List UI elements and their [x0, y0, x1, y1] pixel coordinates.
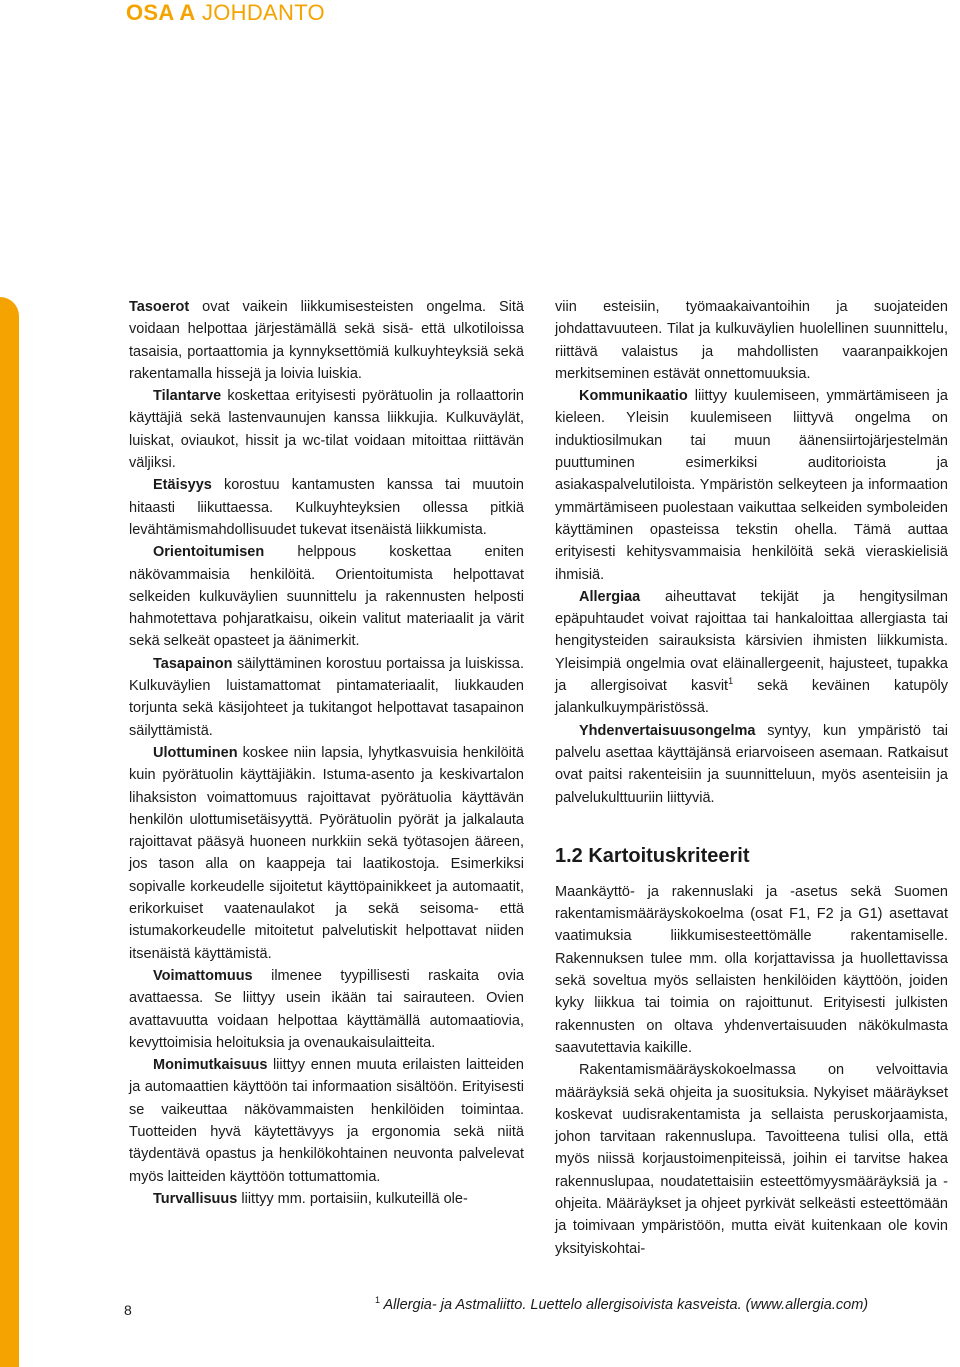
left-column	[129, 296, 524, 1210]
paragraph-text: liittyy ennen muuta erilaisten laitteiden ja automaattien käyttöön tai informaation sisältöön. Erityisesti se vaikeuttaa näkövammaisten henkilöiden toimintaa. Tuotteiden hyvä käytettävyys ja ergonomia sekä niitä täydentävä opastus ja henkilökohtainen neuvonta palvelevat myös laitteiden käyttöön tottumattomia.	[129, 1057, 524, 1185]
paragraph	[555, 296, 948, 385]
paragraph	[555, 881, 948, 1059]
orange-side-tab	[0, 297, 19, 1367]
paragraph-text: syntyy, kun ympäristö tai palvelu asettaa käyttäjänsä eriarvoiseen asemaan. Ratkaisut ovat paitsi rakenteisiin ja suunnitteluun, myös asenteisiin ja palvelukulttuuriin liittyviä.	[555, 722, 948, 806]
footnote	[375, 1295, 955, 1313]
paragraph-term: Tasapainon	[153, 655, 233, 672]
paragraph-term: Voimattomuus	[153, 967, 253, 984]
footnote-marker: 1	[375, 1295, 381, 1305]
paragraph-term: Ulottuminen	[153, 744, 238, 761]
page-header	[126, 0, 325, 26]
page-number: 8	[124, 1302, 132, 1318]
section-heading: 1.2 Kartoituskriteerit	[555, 844, 750, 867]
paragraph	[129, 965, 524, 1054]
paragraph	[129, 742, 524, 965]
paragraph-text: koskee niin lapsia, lyhytkasvuisia henkilöitä kuin pyörätuolin käyttäjiäkin. Istuma-asento ja keskivartalon lihaksiston voimattomuus rajoittavat pyörätuolia käyttävän henkilön ulottumisetäisyyttä. Pyörätuolin pyörät ja jalkalauta rajoittavat pääsyä huoneen nurkkiin sekä työtasojen ääreen, jos tason alla on kaappeja tai laatikostoja. Esimerkiksi sopivalle korkeudelle sijoitetut käyttöpainikkeet ja automaatit, erikorkuiset vaatenaulakot ja sekä seisoma- että istumakorkeudelle mitoitetut palvelutiskit helpottavat niiden itsenäistä käyttämistä.	[129, 744, 524, 962]
paragraph	[555, 385, 948, 586]
right-column	[555, 296, 948, 1260]
paragraph	[555, 720, 948, 809]
paragraph-text: korostuu kantamusten kanssa tai muutoin hitaasti liikuttaessa. Kulkuyhteyksien ollessa pitkiä levähtämismahdollisuudet tukevat itsenäistä liikkumista.	[129, 477, 524, 538]
paragraph	[129, 653, 524, 742]
footnote-reference: 1	[728, 676, 734, 687]
paragraph-term: Etäisyys	[153, 477, 212, 494]
paragraph-term: Allergiaa	[579, 588, 641, 605]
header-title: JOHDANTO	[201, 0, 325, 25]
paragraph	[129, 1188, 524, 1210]
paragraph-term: Yhdenvertaisuusongelma	[579, 722, 756, 739]
right-column-paragraphs	[555, 296, 948, 809]
paragraph-term: Orientoitumisen	[153, 544, 265, 561]
paragraph	[129, 541, 524, 652]
header-part: OSA A	[126, 0, 196, 25]
paragraph	[129, 474, 524, 541]
paragraph-text: säilyttäminen korostuu portaissa ja luiskissa. Kulkuväylien luistamattomat pintamateriaalit, liukkauden torjunta sekä käsijohteet ja tukitangot helpottavat tasapainon säilyttämistä.	[129, 655, 524, 739]
paragraph-text: Rakentamismääräyskokoelmassa on velvoittavia määräyksiä sekä ohjeita ja suosituksia. Nykyiset määräykset koskevat uudisrakentamista ja sellaista peruskorjaamista, johon tarvitaan rakennuslupa. Tavoitteena tulisi olla, että myös niissä korjaustoimenpiteissä, joihin ei tarvitse hakea rakennuslupaa, noudatettaisiin esteettömyysmääräyksiä ja -ohjeita. Määräykset ja ohjeet pyrkivät selkeästi esteettömään ja toimivaan ympäristöön, mutta eivät kuitenkaan ole kovin yksityiskohtai-	[555, 1062, 948, 1257]
paragraph	[555, 1059, 948, 1260]
paragraph	[129, 1054, 524, 1188]
paragraph-term: Turvallisuus	[153, 1190, 238, 1207]
paragraph-text: viin esteisiin, työmaakaivantoihin ja suojateiden johdattavuuteen. Tilat ja kulkuväylien huolellinen suunnittelu, riittävä valaistus ja mahdollisten vaaranpaikkojen merkitseminen estävät onnettomuuksia.	[555, 299, 948, 382]
paragraph-term: Tasoerot	[129, 299, 190, 315]
paragraph-text: ilmenee tyypillisesti raskaita ovia avattaessa. Se liittyy usein ikään tai sairauteen. Ovien avattavuutta voidaan helpottaa käyttämällä automaatiovia, kevyttoimisia heloituksia ja ovenaukaisulaitteita.	[129, 967, 524, 1051]
footnote-text: Allergia- ja Astmaliitto. Luettelo allergisoivista kasveista. (www.allergia.com)	[380, 1296, 869, 1313]
paragraph-text: aiheuttavat tekijät ja hengitysilman epäpuhtaudet voivat rajoittaa tai hankaloittaa allergiasta tai hengitysteiden sairauksista kärsivien ihmisten liikkumista. Yleisimpiä ongelmia ovat eläinallergeenit, hajusteet, tupakka ja allergisoivat kasvit	[555, 588, 948, 695]
paragraph-text: helppous koskettaa eniten näkövammaisia henkilöitä. Orientoitumista helpottavat selkeiden kulkuväylien suunnittelu ja rakennusten helposti hahmotettava pohjaratkaisu, oikein valitut materiaalit ja värit sekä selkeät opasteet ja äänimerkit.	[129, 544, 524, 650]
paragraph	[129, 385, 524, 474]
paragraph-text: Maankäyttö- ja rakennuslaki ja -asetus sekä Suomen rakentamismääräyskokoelma (osat F1, F2 ja G1) asettavat vaatimuksia liikkumisesteettömälle rakentamiselle. Rakennuksen tulee mm. olla korjattavissa ja huollettavissa sekä soveltua myös sellaisten henkilöiden käyttöön, joiden kyky liikkua tai toimia on rajoittunut. Erityisesti julkisten rakennusten on oltava yhdenvertaisuuden näkökulmasta saavutettavia kaikille.	[555, 883, 948, 1056]
paragraph-term: Kommunikaatio	[579, 388, 688, 405]
paragraph-term: Tilantarve	[153, 388, 222, 405]
paragraph-text: ovat vaikein liikkumisesteisten ongelma. Sitä voidaan helpottaa järjestämällä sekä sisä- että ulkotiloissa tasaisia, portaattomia ja kynnyksettömiä kulkuyhteyksiä sekä rakentamalla hissejä ja loivia luiskia.	[129, 299, 524, 382]
paragraph	[129, 296, 524, 385]
paragraph-text: koskettaa erityisesti pyörätuolin ja rollaattorin käyttäjiä sekä lastenvaunujen kanssa liikkujia. Kulkuväylät, luiskat, oviaukot, hissit ja wc-tilat voidaan mitoittaa riittävän väljiksi.	[129, 388, 524, 472]
right-column-section-paragraphs	[555, 881, 948, 1260]
paragraph-text: liittyy kuulemiseen, ymmärtämiseen ja kieleen. Yleisin kuulemiseen liittyvä ongelma on induktiosilmukan tai muun äänensiirtojärjestelmän puuttuminen esimerkiksi auditorioista ja asiakaspalvelutiloista. Ympäristön selkeyteen ja informaation ymmärtämiseen puolestaan vaikuttaa selkeiden symboleiden käyttäminen opasteissa tekstin ohella. Tämä auttaa erityisesti kehitysvammaisia henkilöitä sekä vieraskielisiä ihmisiä.	[555, 388, 948, 583]
paragraph-text: liittyy mm. portaisiin, kulkuteillä ole-	[237, 1190, 468, 1207]
paragraph-text: sekä keväinen katupöly jalankulkuympäristössä.	[555, 678, 948, 717]
paragraph-term: Monimutkaisuus	[153, 1057, 268, 1074]
paragraph	[555, 586, 948, 720]
